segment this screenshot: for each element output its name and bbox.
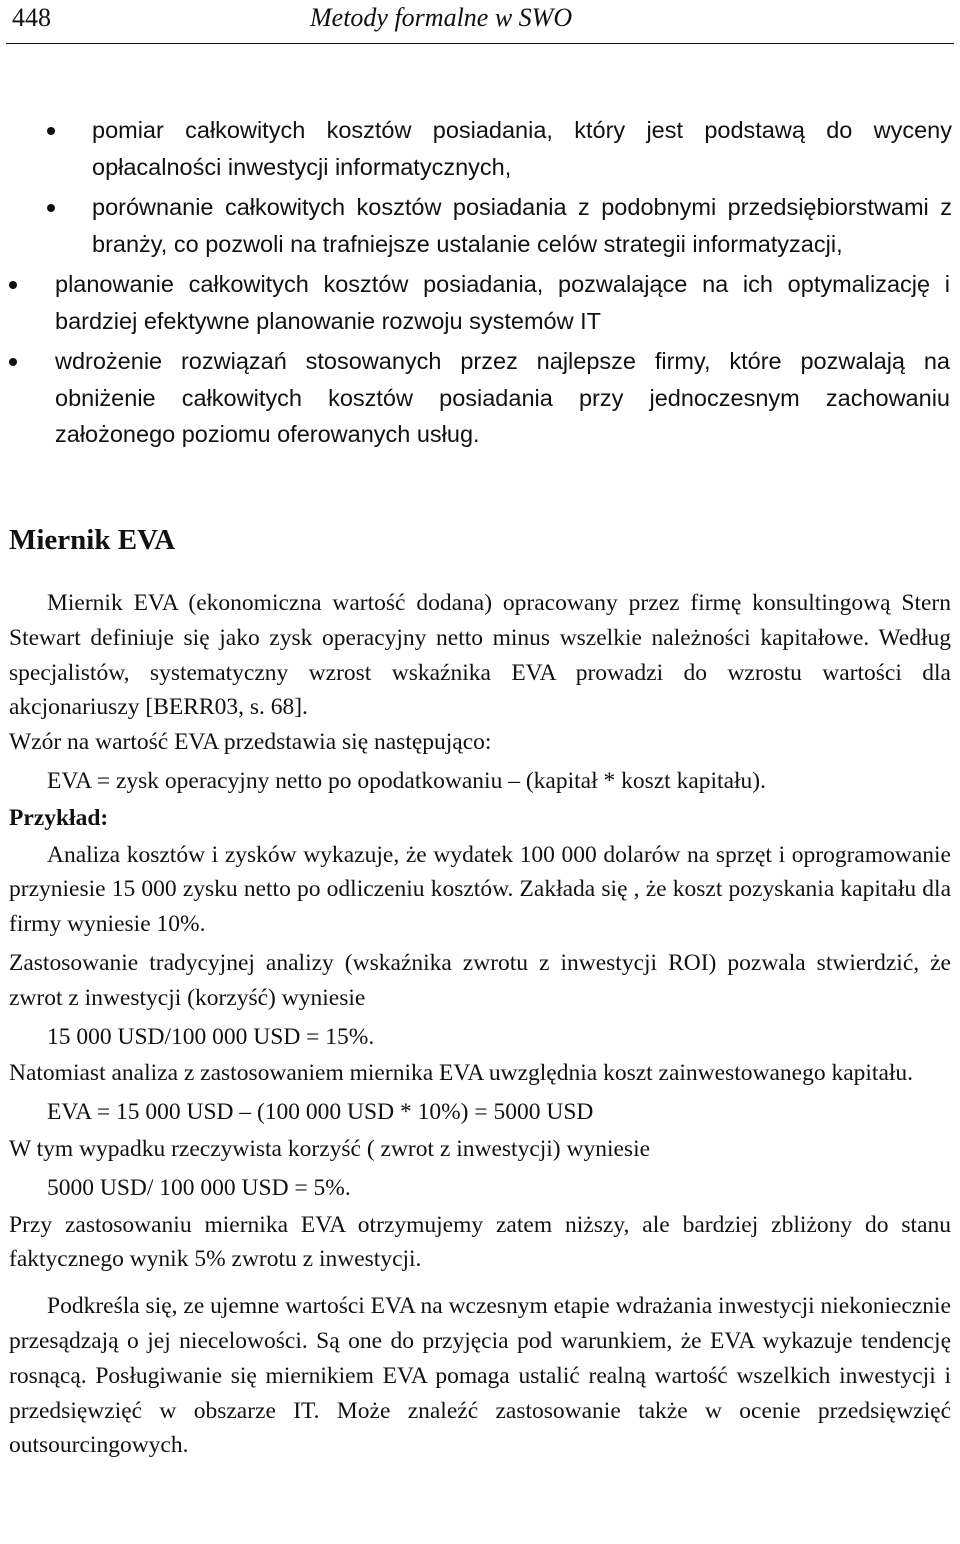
list-item-text: wdrożenie rozwiązań stosowanych przez najlepsze firmy, które pozwalają na obniżenie całkowitych kosztów posiadania przy jednoczesnym zachowaniu założonego poziomu oferowanych usług. xyxy=(55,348,950,447)
list-item xyxy=(0,266,960,339)
eva-formula-example: EVA = 15 000 USD – (100 000 USD * 10%) = 5000 USD xyxy=(47,1099,594,1126)
roi-paragraph: Zastosowanie tradycyjnej analizy (wskaźnika zwrotu z inwestycji ROI) pozwala stwierdzić, że zwrot z inwestycji (korzyść) wyniesie xyxy=(9,949,951,1011)
page-number: 448 xyxy=(12,3,51,32)
formula-intro: Wzór na wartość EVA przedstawia się następująco: xyxy=(9,729,492,756)
benefit-formula: 5000 USD/ 100 000 USD = 5%. xyxy=(47,1174,351,1201)
bullet-icon xyxy=(9,281,17,289)
page-header xyxy=(0,0,960,44)
bullet-icon xyxy=(9,358,17,366)
example-paragraph: Analiza kosztów i zysków wykazuje, że wydatek 100 000 dolarów na sprzęt i oprogramowanie przyniesie 15 000 zysku netto po odliczeniu kosztów. Zakłada się , że koszt pozyskania kapitału dla firmy wyniesie 10%. xyxy=(9,841,951,938)
final-paragraph: Podkreśla się, ze ujemne wartości EVA na wczesnym etapie wdrażania inwestycji niekoniecznie przesądzają o jej niecelowości. Są one do przyjęcia pod warunkiem, że EVA wykazuje tendencję rosnącą. Posługiwanie się miernikiem EVA pomaga ustalić realną wartość wszelkich inwestycji i przedsięwzięć w obszarze IT. Może znaleźć zastosowanie także w ocenie przedsięwzięć outsourcingowych. xyxy=(9,1293,951,1459)
list-item-text: pomiar całkowitych kosztów posiadania, który jest podstawą do wyceny opłacalności inwestycji informatycznych, xyxy=(92,117,952,180)
section-body xyxy=(9,586,951,1463)
list-item-text: planowanie całkowitych kosztów posiadania, pozwalające na ich optymalizację i bardziej efektywne planowanie rozwoju systemów IT xyxy=(55,271,950,334)
conclusion-paragraph: Przy zastosowaniu miernika EVA otrzymujemy zatem niższy, ale bardziej zbliżony do stanu faktycznego wynik 5% zwrotu z inwestycji. xyxy=(9,1211,951,1273)
benefit-paragraph: W tym wypadku rzeczywista korzyść ( zwrot z inwestycji) wyniesie xyxy=(9,1135,651,1162)
example-label: Przykład: xyxy=(9,804,109,831)
bullet-icon xyxy=(47,127,55,135)
roi-formula: 15 000 USD/100 000 USD = 15%. xyxy=(47,1023,375,1050)
running-title: Metody formalne w SWO xyxy=(310,3,573,32)
list-item-text: porównanie całkowitych kosztów posiadania z podobnymi przedsiębiorstwami z branży, co pozwoli na trafniejsze ustalanie celów strategii informatyzacji, xyxy=(92,194,952,257)
paragraph-definition: Miernik EVA (ekonomiczna wartość dodana) opracowany przez firmę konsultingową Stern Stewart definiuje się jako zysk operacyjny netto minus wszelkie należności kapitałowe. Według specjalistów, systematyczny wzrost wskaźnika EVA prowadzi do wzrostu wartości dla akcjonariuszy [BERR03, s. 68]. xyxy=(9,590,951,721)
list-item xyxy=(0,189,960,262)
eva-paragraph: Natomiast analiza z zastosowaniem miernika EVA uwzględnia koszt zainwestowanego kapitału. xyxy=(9,1060,914,1087)
eva-formula-general: EVA = zysk operacyjny netto po opodatkowaniu – (kapitał * koszt kapitału). xyxy=(47,767,766,794)
section-heading: Miernik EVA xyxy=(9,524,176,556)
bullet-icon xyxy=(47,204,55,212)
header-rule xyxy=(6,43,954,44)
list-item xyxy=(0,343,960,453)
list-item xyxy=(0,112,960,185)
bullet-list xyxy=(0,112,960,457)
